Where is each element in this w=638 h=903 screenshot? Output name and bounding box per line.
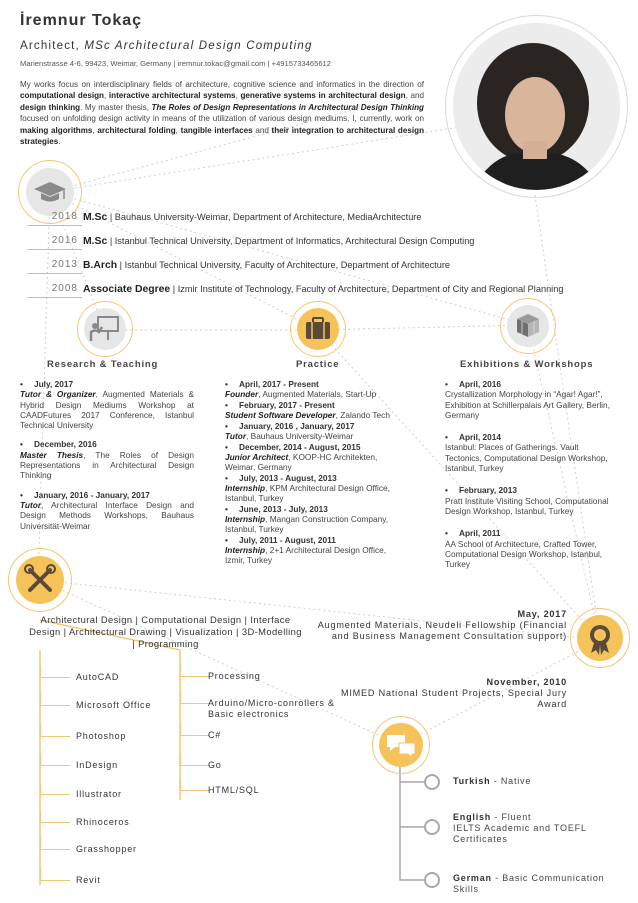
skill-item: C# xyxy=(208,730,222,740)
entry-date: • January, 2016 , January, 2017 xyxy=(225,421,407,431)
skill-item: Processing xyxy=(208,671,261,681)
skill-connector xyxy=(40,725,70,737)
research-heading: Research & Teaching xyxy=(47,359,159,370)
entry-date: • April, 2014 xyxy=(445,432,615,442)
bio-text: , xyxy=(175,125,181,135)
award-date: May, 2017 xyxy=(517,609,567,619)
language-name: English xyxy=(453,812,492,822)
entry-role: Internship xyxy=(225,514,266,524)
education-year: 2016 xyxy=(38,235,78,246)
practice-entry xyxy=(225,442,407,472)
exhibitions-heading: Exhibitions & Workshops xyxy=(460,359,594,370)
skill-connector xyxy=(40,666,70,678)
education-entry xyxy=(83,212,421,223)
practice-entry xyxy=(225,535,407,565)
entry-text: , 2+1 Architectural Design Office, Izmir, Turkey xyxy=(225,545,387,565)
entry-date: • July, 2011 - August, 2011 xyxy=(225,535,407,545)
skill-connector xyxy=(40,811,70,823)
entry-text: , Zalando Tech xyxy=(335,410,390,420)
exhibition-entry xyxy=(445,528,615,569)
award-text: MIMED National Student Projects, Special Jury Award xyxy=(340,688,567,710)
skill-item: AutoCAD xyxy=(76,672,120,682)
entry-date: • April, 2011 xyxy=(445,528,615,538)
education-year: 2018 xyxy=(38,211,78,222)
bio-text: , xyxy=(235,91,241,101)
bio-keyword: design thinking xyxy=(20,102,81,112)
skill-connector xyxy=(40,783,70,795)
entry-text: , KOOP-HC Architekten, Weimar, Germany xyxy=(225,452,378,472)
entry-date: • December, 2014 - August, 2015 xyxy=(225,442,407,452)
entry-date: • April, 2017 - Present xyxy=(225,379,407,389)
profession-title xyxy=(20,40,313,52)
bio-text: My works focus on interdisciplinary fields of architecture, cognitive science and informatics in the direction of xyxy=(20,80,424,89)
education-year: 2008 xyxy=(38,283,78,294)
language-entry xyxy=(453,776,613,787)
contact-line: Marienstrasse 4-6, 99423, Weimar, Germany | iremnur.tokac@gmail.com | +4915733465612 xyxy=(20,59,331,68)
education-row xyxy=(38,259,628,279)
practice-entry xyxy=(225,421,407,441)
skill-item: Rhinoceros xyxy=(76,817,130,827)
bio-keyword: generative systems in architectural design xyxy=(240,91,406,101)
skill-connector xyxy=(40,869,70,881)
entry-role: Tutor xyxy=(225,431,247,441)
research-entry xyxy=(20,439,194,480)
education-degree: Associate Degree xyxy=(83,284,171,295)
medal-icon xyxy=(577,615,623,661)
entry-date: • April, 2016 xyxy=(445,379,615,389)
bio-text: , xyxy=(104,91,109,101)
bio-keyword: making algorithms xyxy=(20,125,93,135)
education-entry xyxy=(83,260,450,271)
education-detail: | Istanbul Technical University, Department of Informatics, Architectural Design Computing xyxy=(107,236,475,246)
language-node xyxy=(424,872,440,888)
degree-title: MSc Architectural Design Computing xyxy=(84,40,313,52)
entry-text: , Mangan Construction Company, Istanbul, Turkey xyxy=(225,514,389,534)
bio-text: , xyxy=(92,125,98,135)
entry-role: Internship xyxy=(225,545,266,555)
entry-role: Student Software Developer xyxy=(225,410,336,420)
entry-text: AA School of Architecture, Crafted Tower, Computational Design Workshop, Istanbul, Turkey xyxy=(445,538,603,570)
exhibition-entry xyxy=(445,485,615,516)
skill-connector xyxy=(180,665,210,677)
bio-keyword: computational design xyxy=(20,91,105,101)
bio-paragraph xyxy=(20,79,424,147)
practice-entry xyxy=(225,473,407,503)
education-entry xyxy=(83,236,474,247)
research-list xyxy=(20,379,194,537)
skill-item: Arduino/Micro-conrollers & Basic electronics xyxy=(208,698,335,719)
bio-text: , and xyxy=(405,91,424,101)
language-certificates: IELTS Academic and TOEFL Certificates xyxy=(453,823,587,844)
bio-keyword: interactive architectural systems xyxy=(108,91,236,101)
skill-item: Revit xyxy=(76,875,101,885)
briefcase-icon xyxy=(297,308,339,350)
bio-keyword: architectural folding xyxy=(97,125,176,135)
skill-connector xyxy=(180,692,210,704)
entry-date: • July, 2013 - August, 2013 xyxy=(225,473,407,483)
entry-text: Crystallization Morphology in “Agar! Agar!”, Exhibition at Schillerpalais Art Gallery, Berlin, Germany xyxy=(445,389,610,420)
entry-text: , Bauhaus University-Weimar xyxy=(246,431,354,441)
tools-icon xyxy=(16,556,64,604)
language-entry xyxy=(453,812,613,845)
presentation-icon xyxy=(84,308,126,350)
education-row xyxy=(38,235,628,255)
entry-date: • February, 2013 xyxy=(445,485,615,495)
skill-connector xyxy=(40,694,70,706)
entry-text: , Architectural Interface Design and Design Methods Workshops, Bauhaus Universität-Weimar xyxy=(20,499,194,531)
education-degree: M.Sc xyxy=(83,212,108,223)
skill-connector xyxy=(40,838,70,850)
entry-text: Istanbul: Places of Gatherings. Vault Tectonics, Computational Design Workshop, Istanbul, Turkey xyxy=(445,442,608,474)
profile-photo xyxy=(453,23,620,190)
skill-connector xyxy=(180,779,210,791)
language-level: - Native xyxy=(490,776,532,786)
bio-keyword: their integration to architectural design strategies xyxy=(20,125,425,147)
entry-role: Junior Architect xyxy=(225,452,289,462)
award-text: Augmented Materials, Neudeli Fellowship (Financial and Business Management Consultation support) xyxy=(317,620,567,642)
education-entry xyxy=(83,284,563,295)
language-name: Turkish xyxy=(453,776,491,786)
entry-role: Master Thesis xyxy=(20,449,84,460)
bio-text: and xyxy=(252,125,272,135)
exhibition-entry xyxy=(445,379,615,420)
research-entry xyxy=(20,379,194,430)
language-level: - Basic Communication Skills xyxy=(453,873,605,894)
practice-heading: Practice xyxy=(296,359,340,370)
skill-item: InDesign xyxy=(76,760,118,770)
practice-list xyxy=(225,379,407,566)
entry-date: • December, 2016 xyxy=(20,439,194,449)
practice-entry xyxy=(225,504,407,534)
entry-date: • February, 2017 - Present xyxy=(225,400,407,410)
skill-connector xyxy=(180,754,210,766)
education-degree: B.Arch xyxy=(83,260,118,271)
skill-item: Go xyxy=(208,760,222,770)
award-entry xyxy=(317,677,567,711)
skill-item: Illustrator xyxy=(76,789,122,799)
education-row xyxy=(38,211,628,231)
connector-line xyxy=(40,580,400,745)
bio-keyword: tangible interfaces xyxy=(180,125,253,135)
bio-text: focused on unfolding design activity in means of the utilization of various design mediums. I, currently, work on xyxy=(20,114,424,124)
practice-entry xyxy=(225,400,407,420)
entry-text: Pratt Institute Visiting School, Computational Design Workshop, Istanbul, Turkey xyxy=(445,495,609,516)
education-detail: | Izmir Institute of Technology, Faculty of Architecture, Department of City and Regional Planning xyxy=(170,284,564,294)
language-level: - Fluent xyxy=(491,812,532,822)
entry-text: , Augmented Materials, Start-Up xyxy=(258,389,377,399)
entry-role: Internship xyxy=(225,483,266,493)
cubes-icon xyxy=(507,305,549,347)
skill-connector xyxy=(180,724,210,736)
skill-item: Grasshopper xyxy=(76,844,137,854)
skill-connector xyxy=(40,754,70,766)
bio-keyword: The Roles of Design Representations in Architectural Design Thinking xyxy=(151,102,424,112)
education-year: 2013 xyxy=(38,259,78,270)
education-detail: | Bauhaus University-Weimar, Department of Architecture, MediaArchitecture xyxy=(107,212,422,222)
practice-entry xyxy=(225,379,407,399)
connector-line xyxy=(318,325,528,330)
entry-role: Tutor & Organizer xyxy=(20,389,96,400)
speech-bubbles-icon xyxy=(379,723,423,767)
skill-item: Microsoft Office xyxy=(76,700,152,710)
skill-item: Photoshop xyxy=(76,731,127,741)
entry-role: Tutor xyxy=(20,499,42,510)
bio-text: . My master thesis, xyxy=(80,102,152,112)
graduation-cap-icon xyxy=(26,168,74,216)
award-entry xyxy=(317,609,567,643)
award-date: November, 2010 xyxy=(486,677,567,687)
entry-text: , KPM Architectural Design Office, Istanbul, Turkey xyxy=(225,483,390,503)
entry-text: , The Roles of Design Representations in Architectural Design Thinking xyxy=(20,449,194,481)
skill-item: HTML/SQL xyxy=(208,785,260,795)
education-degree: M.Sc xyxy=(83,236,108,247)
profession: Architect, xyxy=(20,40,85,52)
education-detail: | Istanbul Technical University, Faculty of Architecture, Department of Architecture xyxy=(117,260,451,270)
research-entry xyxy=(20,490,194,531)
entry-date: • July, 2017 xyxy=(20,379,194,389)
language-node xyxy=(424,774,440,790)
entry-date: • June, 2013 - July, 2013 xyxy=(225,504,407,514)
entry-text: , Augmented Materials & Hybrid Design Mediums Workshop at CAADFutures 2017 Conference, Istanbul Technical University xyxy=(20,389,194,431)
person-name: İremnur Tokaç xyxy=(20,12,143,29)
language-node xyxy=(424,819,440,835)
entry-role: Founder xyxy=(225,389,259,399)
language-entry xyxy=(453,873,613,895)
exhibition-entry xyxy=(445,432,615,473)
bio-text: . xyxy=(58,137,61,147)
language-name: German xyxy=(453,873,492,883)
skills-heading: Architectural Design | Computational Design | Interface Design | Architectural Drawing | Visualization | 3D-Modelling | Programming xyxy=(29,614,302,649)
entry-date: • January, 2016 - January, 2017 xyxy=(20,490,194,500)
exhibitions-list xyxy=(445,379,615,575)
